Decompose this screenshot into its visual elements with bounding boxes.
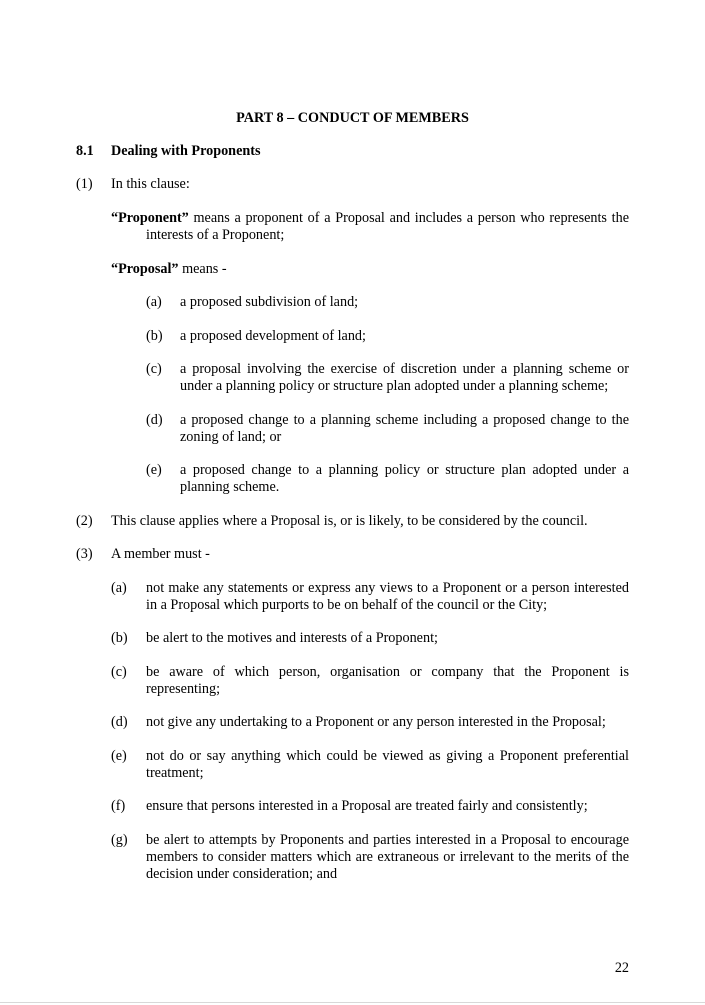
- subclause-3-text: A member must -: [111, 546, 210, 562]
- member-item-c-marker: (c): [111, 664, 127, 680]
- proposal-item-a-text: a proposed subdivision of land;: [180, 294, 359, 310]
- proposal-item-b-marker: (b): [146, 328, 163, 344]
- member-item-f-text: ensure that persons interested in a Proposal are treated fairly and consistently;: [146, 798, 588, 814]
- definition-proponent-text: means a proponent of a Proposal and includes a person who represents the interests of a Proponent;: [146, 210, 629, 243]
- part-title: PART 8 – CONDUCT OF MEMBERS: [236, 110, 469, 126]
- page-bottom-edge: [0, 1002, 705, 1003]
- section-number: 8.1: [76, 143, 94, 159]
- definition-proposal: [111, 261, 629, 278]
- section-title: Dealing with Proponents: [111, 143, 261, 159]
- definition-proponent-term: “Proponent”: [111, 210, 189, 226]
- proposal-item-e-text: a proposed change to a planning policy or structure plan adopted under a planning scheme.: [180, 462, 629, 495]
- member-item-g-text: be alert to attempts by Proponents and parties interested in a Proposal to encourage members to consider matters which are extraneous or irrelevant to the merits of the decision under consideration; and: [146, 832, 629, 882]
- subclause-1-text: In this clause:: [111, 176, 190, 192]
- proposal-item-c-text: a proposal involving the exercise of discretion under a planning scheme or under a planning policy or structure plan adopted under a planning scheme;: [180, 361, 629, 394]
- section-heading: [76, 143, 261, 160]
- proposal-item-c-marker: (c): [146, 361, 162, 377]
- member-item-b-text: be alert to the motives and interests of a Proponent;: [146, 630, 438, 646]
- subclause-2-text: This clause applies where a Proposal is, or is likely, to be considered by the council.: [111, 513, 588, 529]
- subclause-2-marker: (2): [76, 513, 93, 529]
- member-item-f-marker: (f): [111, 798, 126, 814]
- member-item-d-marker: (d): [111, 714, 128, 730]
- proposal-item-d-text: a proposed change to a planning scheme including a proposed change to the zoning of land; or: [180, 412, 629, 445]
- subclause-1-marker: (1): [76, 176, 93, 192]
- proposal-item-e-marker: (e): [146, 462, 162, 478]
- proposal-item-b-text: a proposed development of land;: [180, 328, 366, 344]
- member-item-b-marker: (b): [111, 630, 128, 646]
- proposal-item-a-marker: (a): [146, 294, 162, 310]
- definition-proposal-term: “Proposal”: [111, 261, 179, 277]
- member-item-g-marker: (g): [111, 832, 128, 848]
- page-number: 22: [614, 960, 629, 976]
- member-item-c-text: be aware of which person, organisation or company that the Proponent is representing;: [146, 664, 629, 697]
- member-item-a-marker: (a): [111, 580, 127, 596]
- proposal-item-d-marker: (d): [146, 412, 163, 428]
- definition-proponent: [111, 210, 629, 244]
- member-item-a-text: not make any statements or express any views to a Proponent or a person interested in a Proposal which purports to be on behalf of the council or the City;: [146, 580, 629, 613]
- subclause-3-marker: (3): [76, 546, 93, 562]
- member-item-e-marker: (e): [111, 748, 127, 764]
- member-item-d-text: not give any undertaking to a Proponent or any person interested in the Proposal;: [146, 714, 606, 730]
- definition-proposal-text: means -: [178, 261, 227, 277]
- member-item-e-text: not do or say anything which could be viewed as giving a Proponent preferential treatment;: [146, 748, 629, 781]
